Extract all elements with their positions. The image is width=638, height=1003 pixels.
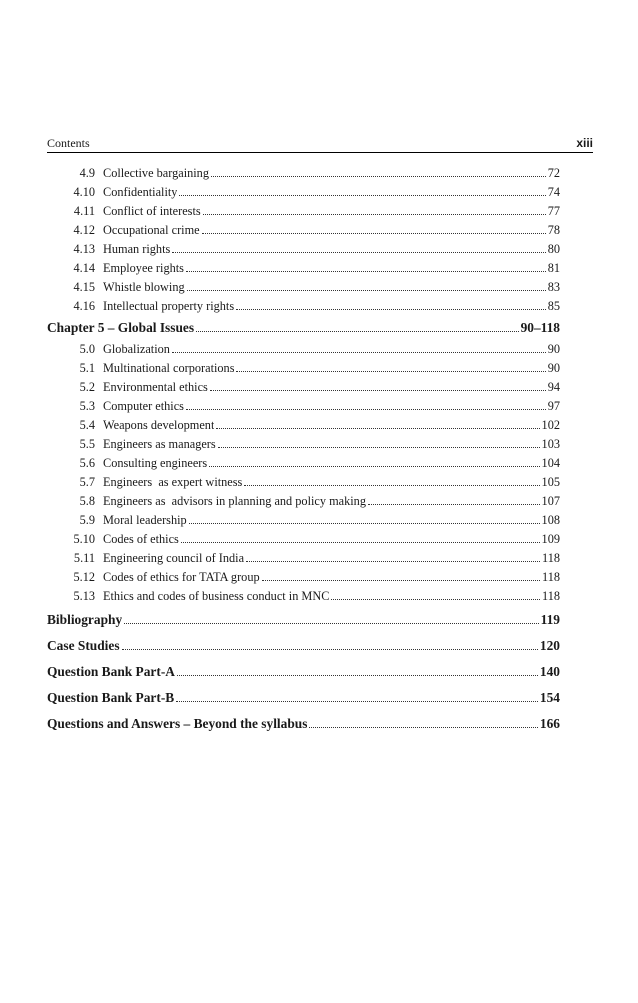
section-title: Moral leadership xyxy=(103,513,187,527)
section-page: 118 xyxy=(542,589,560,603)
dot-leader xyxy=(244,485,539,486)
section-page: 109 xyxy=(541,532,560,546)
section-page: 105 xyxy=(541,475,560,489)
section-title: Engineers as managers xyxy=(103,437,216,451)
entry-title: Bibliography xyxy=(47,612,123,627)
toc-major-entry xyxy=(47,660,560,684)
toc-major-entry xyxy=(47,712,560,736)
section-page: 90 xyxy=(547,342,560,356)
section-page: 108 xyxy=(541,513,560,527)
section-number: 4.14 xyxy=(73,261,95,275)
section-title: Human rights xyxy=(103,242,171,256)
section-number: 4.12 xyxy=(73,223,95,237)
section-page: 97 xyxy=(547,399,560,413)
entry-title: Question Bank Part-A xyxy=(47,664,175,679)
dot-leader xyxy=(236,371,545,372)
page-number: xiii xyxy=(576,136,593,150)
section-number: 4.9 xyxy=(79,166,95,180)
section-page: 74 xyxy=(547,185,560,199)
section-number: 5.12 xyxy=(73,570,95,584)
toc-entry xyxy=(47,435,560,454)
dot-leader xyxy=(309,727,537,728)
section-title: Whistle blowing xyxy=(103,280,185,294)
section-page: 90 xyxy=(547,361,560,375)
dot-leader xyxy=(179,195,545,196)
toc-entry xyxy=(47,183,560,202)
toc-major-entry xyxy=(47,608,560,632)
entry-page: 154 xyxy=(539,690,560,705)
toc-entry xyxy=(47,454,560,473)
chapter-title: Chapter 5 – Global Issues xyxy=(47,320,195,335)
chapter-heading xyxy=(47,316,560,340)
toc-entry xyxy=(47,549,560,568)
section-title: Collective bargaining xyxy=(103,166,209,180)
dot-leader xyxy=(209,466,539,467)
section-number: 5.8 xyxy=(79,494,95,508)
section-number: 4.10 xyxy=(73,185,95,199)
dot-leader xyxy=(189,523,540,524)
section-number: 5.11 xyxy=(73,551,95,565)
toc-entry xyxy=(47,297,560,316)
section-page: 83 xyxy=(547,280,560,294)
section-title: Confidentiality xyxy=(103,185,178,199)
table-of-contents xyxy=(47,164,560,736)
section-title: Globalization xyxy=(103,342,170,356)
entry-page: 120 xyxy=(539,638,560,653)
section-title: Engineering council of India xyxy=(103,551,245,565)
dot-leader xyxy=(236,309,546,310)
entry-page: 166 xyxy=(539,716,560,731)
toc-entry xyxy=(47,221,560,240)
dot-leader xyxy=(210,390,546,391)
page-header xyxy=(47,136,593,152)
section-page: 72 xyxy=(547,166,560,180)
toc-entry xyxy=(47,202,560,221)
toc-entry xyxy=(47,568,560,587)
section-title: Conflict of interests xyxy=(103,204,201,218)
dot-leader xyxy=(181,542,540,543)
dot-leader xyxy=(186,409,546,410)
entry-title: Questions and Answers – Beyond the syllabus xyxy=(47,716,308,731)
toc-entry xyxy=(47,397,560,416)
section-page: 78 xyxy=(547,223,560,237)
dot-leader xyxy=(246,561,540,562)
section-page: 85 xyxy=(547,299,560,313)
dot-leader xyxy=(211,176,546,177)
dot-leader xyxy=(203,214,546,215)
section-title: Intellectual property rights xyxy=(103,299,235,313)
dot-leader xyxy=(262,580,540,581)
section-page: 104 xyxy=(541,456,560,470)
section-page: 102 xyxy=(541,418,560,432)
dot-leader xyxy=(216,428,539,429)
toc-entry xyxy=(47,587,560,606)
section-number: 5.13 xyxy=(73,589,95,603)
toc-entry xyxy=(47,359,560,378)
section-title: Occupational crime xyxy=(103,223,200,237)
dot-leader xyxy=(202,233,546,234)
toc-entry xyxy=(47,340,560,359)
section-number: 5.5 xyxy=(79,437,95,451)
toc-entry xyxy=(47,164,560,183)
header-rule xyxy=(47,152,593,153)
section-number: 5.10 xyxy=(73,532,95,546)
toc-entry xyxy=(47,511,560,530)
section-page: 77 xyxy=(547,204,560,218)
section-number: 5.1 xyxy=(79,361,95,375)
section-number: 4.15 xyxy=(73,280,95,294)
toc-major-entry xyxy=(47,686,560,710)
section-page: 118 xyxy=(542,570,560,584)
section-number: 5.2 xyxy=(79,380,95,394)
section-number: 4.13 xyxy=(73,242,95,256)
dot-leader xyxy=(172,352,546,353)
toc-entry xyxy=(47,530,560,549)
entry-title: Question Bank Part-B xyxy=(47,690,175,705)
chapter-pages: 90–118 xyxy=(520,320,560,335)
section-title: Codes of ethics xyxy=(103,532,179,546)
section-title: Multinational corporations xyxy=(103,361,235,375)
dot-leader xyxy=(331,599,540,600)
entry-page: 119 xyxy=(540,612,560,627)
section-page: 94 xyxy=(547,380,560,394)
dot-leader xyxy=(187,290,546,291)
dot-leader xyxy=(172,252,545,253)
dot-leader xyxy=(122,649,538,650)
section-title: Computer ethics xyxy=(103,399,184,413)
section-title: Engineers as expert witness xyxy=(103,475,243,489)
section-number: 5.6 xyxy=(79,456,95,470)
dot-leader xyxy=(124,623,538,624)
section-number: 5.9 xyxy=(79,513,95,527)
section-page: 80 xyxy=(547,242,560,256)
dot-leader xyxy=(177,675,538,676)
toc-entry xyxy=(47,240,560,259)
section-title: Codes of ethics for TATA group xyxy=(103,570,260,584)
section-number: 5.7 xyxy=(79,475,95,489)
section-title: Consulting engineers xyxy=(103,456,208,470)
section-page: 103 xyxy=(541,437,560,451)
section-number: 4.16 xyxy=(73,299,95,313)
section-number: 4.11 xyxy=(73,204,95,218)
toc-entry xyxy=(47,259,560,278)
toc-entry xyxy=(47,378,560,397)
toc-major-entry xyxy=(47,634,560,658)
toc-entry xyxy=(47,492,560,511)
section-title: Engineers as advisors in planning and policy making xyxy=(103,494,366,508)
section-title: Environmental ethics xyxy=(103,380,208,394)
dot-leader xyxy=(176,701,538,702)
section-title: Employee rights xyxy=(103,261,184,275)
entry-title: Case Studies xyxy=(47,638,120,653)
dot-leader xyxy=(196,331,518,332)
section-number: 5.4 xyxy=(79,418,95,432)
section-page: 118 xyxy=(542,551,560,565)
running-head: Contents xyxy=(47,136,90,150)
dot-leader xyxy=(218,447,540,448)
section-title: Weapons development xyxy=(103,418,215,432)
toc-entry xyxy=(47,473,560,492)
toc-entry xyxy=(47,278,560,297)
dot-leader xyxy=(186,271,546,272)
dot-leader xyxy=(368,504,540,505)
section-page: 81 xyxy=(547,261,560,275)
entry-page: 140 xyxy=(539,664,560,679)
section-page: 107 xyxy=(541,494,560,508)
section-title: Ethics and codes of business conduct in MNC xyxy=(103,589,330,603)
section-number: 5.0 xyxy=(79,342,95,356)
toc-entry xyxy=(47,416,560,435)
section-number: 5.3 xyxy=(79,399,95,413)
